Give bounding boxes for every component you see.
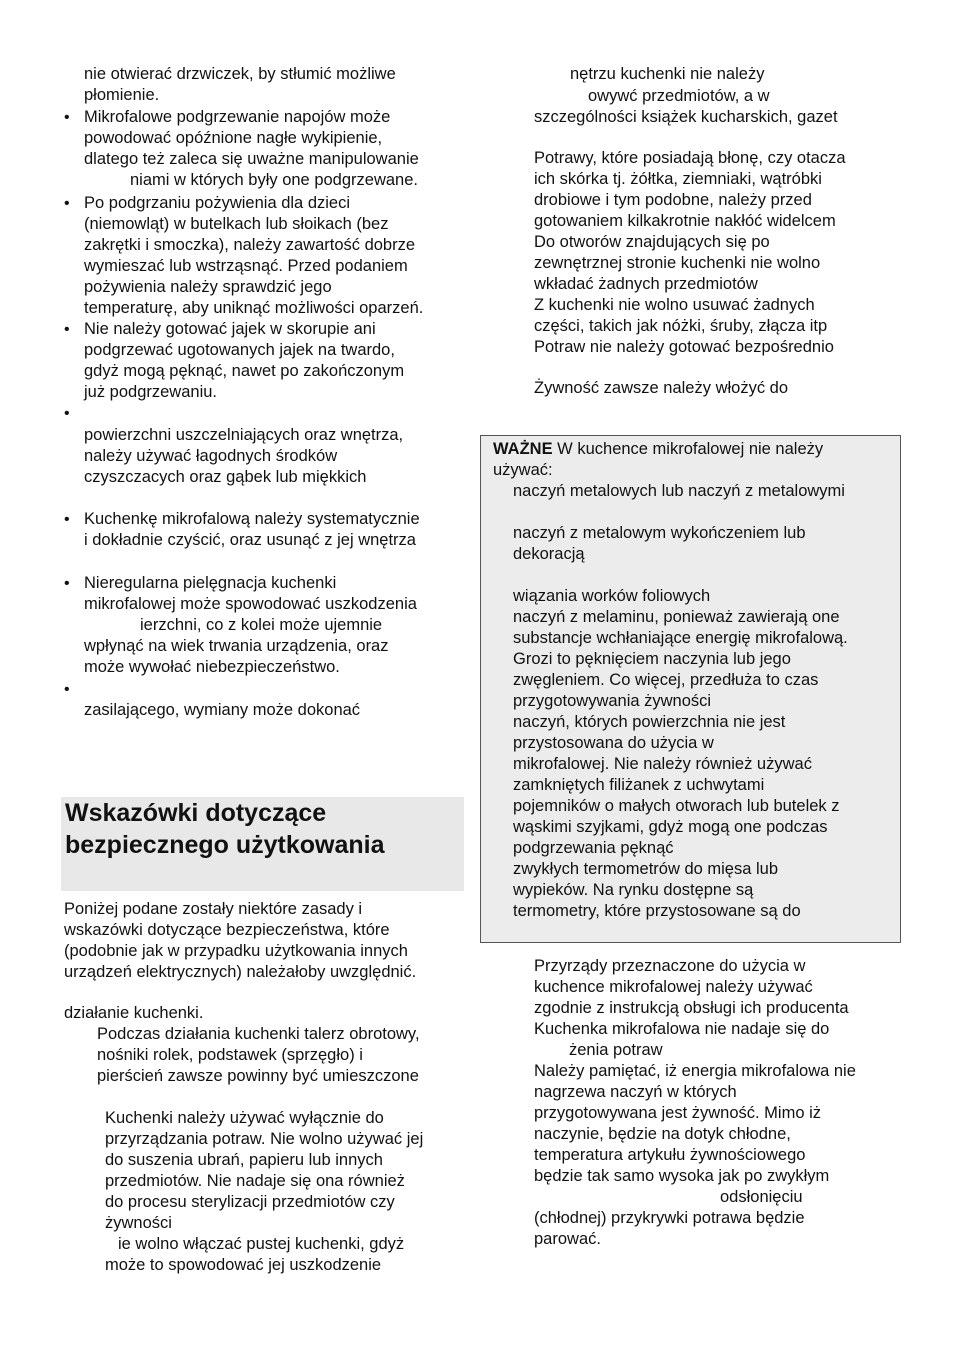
text-line: naczyń z melaminu, ponieważ zawierają one	[513, 608, 840, 626]
text-line: przyrządzania potraw. Nie wolno używać jej	[105, 1130, 424, 1148]
text-line: nie otwierać drzwiczek, by stłumić możliwe	[84, 65, 396, 83]
text-line: wkładać żadnych przedmiotów	[534, 275, 758, 293]
text-line: Kuchenkę mikrofalową należy systematycznie	[84, 510, 420, 528]
text-line: gdyż mogą pęknąć, nawet po zakończonym	[84, 362, 405, 380]
text-line: przygotowywania żywności	[513, 692, 712, 710]
text-line: Po podgrzaniu pożywienia dla dzieci	[84, 194, 350, 212]
text-line: Należy pamiętać, iż energia mikrofalowa nie	[534, 1062, 856, 1080]
text-line: owywć przedmiotów, a w	[588, 87, 770, 105]
bullet-icon: •	[64, 575, 70, 592]
text-line: ich skórka tj. żółtka, ziemniaki, wątróbki	[534, 170, 822, 188]
text-line: zamkniętych filiżanek z uchwytami	[513, 776, 765, 794]
text-line: nętrzu kuchenki nie należy	[570, 65, 765, 83]
text-line: wiązania worków foliowych	[513, 587, 711, 605]
bullet-icon: •	[64, 321, 70, 338]
text-line: nagrzewa naczyń w których	[534, 1083, 737, 1101]
text-line: żywności	[105, 1214, 172, 1232]
text-line: i dokładnie czyścić, oraz usunąć z jej wnętrza	[84, 531, 416, 549]
text-line: Podczas działania kuchenki talerz obrotowy,	[97, 1025, 420, 1043]
text-line: zewnętrznej stronie kuchenki nie wolno	[534, 254, 821, 272]
section-title: Wskazówki dotyczące	[65, 799, 327, 827]
text-line: naczynie, będzie na dotyk chłodne,	[534, 1125, 791, 1143]
important-heading	[493, 439, 823, 460]
text-line: temperatura artykułu żywnościowego	[534, 1146, 806, 1164]
text-line: pierścień zawsze powinny być umieszczone	[97, 1067, 419, 1085]
text-line: Grozi to pęknięciem naczynia lub jego	[513, 650, 791, 668]
text-line: żenia potraw	[569, 1041, 663, 1059]
important-heading-text: W kuchence mikrofalowej nie należy	[552, 440, 824, 458]
text-line: działanie kuchenki.	[64, 1004, 204, 1022]
section-title: bezpiecznego użytkowania	[65, 831, 385, 859]
text-line: płomienie.	[84, 86, 160, 104]
text-line: naczyń z metalowym wykończeniem lub	[513, 524, 806, 542]
text-line: czyszczacych oraz gąbek lub miękkich	[84, 468, 367, 486]
text-line: (podobnie jak w przypadku użytkowania innych	[64, 942, 408, 960]
text-line: mikrofalowej może spowodować uszkodzenia	[84, 595, 417, 613]
text-line: niami w których były one podgrzewane.	[130, 171, 418, 189]
text-line: kuchence mikrofalowej należy używać	[534, 978, 813, 996]
text-line: do suszenia ubrań, papieru lub innych	[105, 1151, 383, 1169]
text-line: naczyń, których powierzchnia nie jest	[513, 713, 786, 731]
important-label: WAŻNE	[493, 440, 553, 458]
text-line: pożywienia należy sprawdzić jego	[84, 278, 332, 296]
text-line: gotowaniem kilkakrotnie nakłóć widelcem	[534, 212, 836, 230]
text-line: parować.	[534, 1230, 601, 1248]
text-line: zgodnie z instrukcją obsługi ich producenta	[534, 999, 849, 1017]
text-line: części, takich jak nóżki, śruby, złącza itp	[534, 317, 828, 335]
text-line: będzie tak samo wysoka jak po zwykłym	[534, 1167, 830, 1185]
text-line: substancje wchłaniające energię mikrofalową.	[513, 629, 848, 647]
text-line: nośniki rolek, podstawek (sprzęgło) i	[97, 1046, 363, 1064]
bullet-icon: •	[64, 195, 70, 212]
text-line: Do otworów znajdujących się po	[534, 233, 770, 251]
text-line: należy używać łagodnych środków	[84, 447, 338, 465]
text-line: podgrzewać ugotowanych jajek na twardo,	[84, 341, 395, 359]
bullet-icon: •	[64, 681, 70, 698]
text-line: Kuchenki należy używać wyłącznie do	[105, 1109, 384, 1127]
text-line: dlatego też zaleca się uważne manipulowanie	[84, 150, 419, 168]
text-line: (chłodnej) przykrywki potrawa będzie	[534, 1209, 805, 1227]
text-line: może wywołać niebezpieczeństwo.	[84, 658, 340, 676]
text-line: do procesu sterylizacji przedmiotów czy	[105, 1193, 395, 1211]
text-line: wymieszać lub wstrząsnąć. Przed podaniem	[84, 257, 408, 275]
text-line: Poniżej podane zostały niektóre zasady i	[64, 900, 363, 918]
text-line: termometry, które przystosowane są do	[513, 902, 801, 920]
text-line: Nie należy gotować jajek w skorupie ani	[84, 320, 376, 338]
text-line: urządzeń elektrycznych) należałoby uwzględnić.	[64, 963, 417, 981]
text-line: Mikrofalowe podgrzewanie napojów może	[84, 108, 391, 126]
text-line: używać:	[493, 461, 553, 479]
text-line: drobiowe i tym podobne, należy przed	[534, 191, 812, 209]
text-line: wąskimi szyjkami, gdyż mogą one podczas	[513, 818, 828, 836]
text-line: temperaturę, aby uniknąć możliwości oparzeń.	[84, 299, 424, 317]
text-line: przystosowana do użycia w	[513, 734, 714, 752]
text-line: mikrofalowej. Nie należy również używać	[513, 755, 812, 773]
text-line: powodować opóźnione nagłe wykipienie,	[84, 129, 383, 147]
text-line: Nieregularna pielęgnacja kuchenki	[84, 574, 337, 592]
text-line: zwęgleniem. Co więcej, przedłuża to czas	[513, 671, 819, 689]
text-line: przygotowywana jest żywność. Mimo iż	[534, 1104, 822, 1122]
text-line: pojemników o małych otworach lub butelek z	[513, 797, 840, 815]
text-line: powierzchni uszczelniających oraz wnętrza,	[84, 426, 404, 444]
text-line: Potraw nie należy gotować bezpośrednio	[534, 338, 834, 356]
text-line: ie wolno włączać pustej kuchenki, gdyż	[118, 1235, 405, 1253]
text-line: zasilającego, wymiany może dokonać	[84, 701, 361, 719]
text-line: Przyrządy przeznaczone do użycia w	[534, 957, 806, 975]
text-line: podgrzewania pęknąć	[513, 839, 674, 857]
text-line: (niemowląt) w butelkach lub słoikach (bez	[84, 215, 389, 233]
text-line: dekoracją	[513, 545, 585, 563]
text-line: zwykłych termometrów do mięsa lub	[513, 860, 778, 878]
text-line: wypieków. Na rynku dostępne są	[513, 881, 754, 899]
bullet-icon: •	[64, 511, 70, 528]
text-line: odsłonięciu	[720, 1188, 803, 1206]
text-line: Potrawy, które posiadają błonę, czy otacza	[534, 149, 846, 167]
text-line: ierzchni, co z kolei może ujemnie	[140, 616, 383, 634]
text-line: zakrętki i smoczka), należy zawartość dobrze	[84, 236, 416, 254]
bullet-icon: •	[64, 109, 70, 126]
text-line: już podgrzewaniu.	[84, 383, 217, 401]
text-line: szczególności książek kucharskich, gazet	[534, 108, 838, 126]
text-line: wskazówki dotyczące bezpieczeństwa, które	[64, 921, 390, 939]
text-line: naczyń metalowych lub naczyń z metalowymi	[513, 482, 845, 500]
text-line: może to spowodować jej uszkodzenie	[105, 1256, 382, 1274]
text-line: Żywność zawsze należy włożyć do	[534, 379, 789, 397]
text-line: przedmiotów. Nie nadaje się ona również	[105, 1172, 405, 1190]
text-line: wpłynąć na wiek trwania urządzenia, oraz	[84, 637, 389, 655]
text-line: Kuchenka mikrofalowa nie nadaje się do	[534, 1020, 830, 1038]
bullet-icon: •	[64, 405, 70, 422]
text-line: Z kuchenki nie wolno usuwać żadnych	[534, 296, 815, 314]
